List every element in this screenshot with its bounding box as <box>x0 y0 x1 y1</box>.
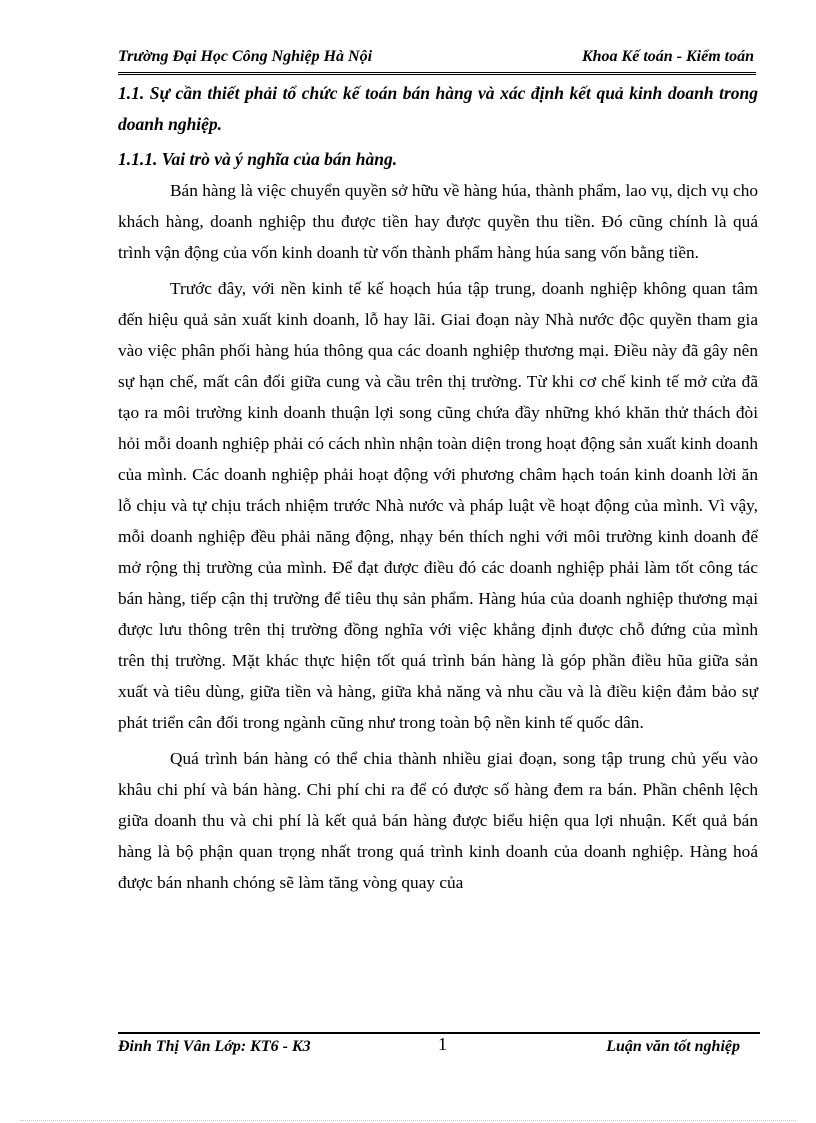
document-body <box>118 78 758 898</box>
page-footer <box>118 1032 760 1058</box>
page-number: 1 <box>438 1034 447 1054</box>
header-university: Trường Đại Học Công Nghiệp Hà Nội <box>118 48 373 65</box>
subsection-heading: 1.1.1. Vai trò và ý nghĩa của bán hàng. <box>118 149 398 169</box>
page-bottom-edge <box>20 1120 796 1121</box>
footer-author: Đinh Thị Vân Lớp: KT6 - K3 <box>118 1038 311 1055</box>
footer-document-type: Luận văn tốt nghiệp <box>606 1038 740 1055</box>
section-heading: 1.1. Sự cần thiết phải tổ chức kế toán bán hàng và xác định kết quả kinh doanh trong doanh nghiệp. <box>118 83 758 134</box>
paragraph-2: Trước đây, với nền kinh tế kế hoạch húa tập trung, doanh nghiệp không quan tâm đến hiệu quả sản xuất kinh doanh, lỗ hay lãi. Giai đoạn này Nhà nước độc quyền tham gia vào việc phân phối hàng húa thông qua các doanh nghiệp thương mại. Điều này đã gây nên sự hạn chế, mất cân đối giữa cung và cầu trên thị trường. Từ khi cơ chế kinh tế mở cửa đã tạo ra môi trường kinh doanh thuận lợi song cũng chứa đầy những khó khăn thử thách đòi hỏi mỗi doanh nghiệp phải có cách nhìn nhận toàn diện trong hoạt động sản xuất kinh doanh của mình. Các doanh nghiệp phải hoạt động với phương châm hạch toán kinh doanh lời ăn lỗ chịu và tự chịu trách nhiệm trước Nhà nước và pháp luật về hoạt động của mình. Vì vậy, mỗi doanh nghiệp đều phải năng động, nhạy bén thích nghi với môi trường kinh doanh để mở rộng thị trường của mình. Để đạt được điều đó các doanh nghiệp phải làm tốt công tác bán hàng, tiếp cận thị trường để tiêu thụ sản phẩm. Hàng húa của doanh nghiệp thương mại được lưu thông trên thị trường đồng nghĩa với việc khẳng định được chỗ đứng của mình trên thị trường. Mặt khác thực hiện tốt quá trình bán hàng là góp phần điều hũa giữa sản xuất và tiêu dùng, giữa tiền và hàng, giữa khả năng và nhu cầu và là điều kiện đảm bảo sự phát triển cân đối trong ngành cũng như trong toàn bộ nền kinh tế quốc dân. <box>118 279 758 732</box>
page-header <box>118 46 756 75</box>
header-faculty: Khoa Kế toán - Kiểm toán <box>581 48 754 65</box>
paragraph-1: Bán hàng là việc chuyển quyền sở hữu về hàng húa, thành phẩm, lao vụ, dịch vụ cho khách hàng, doanh nghiệp thu được tiền hay được quyền thu tiền. Đó cũng chính là quá trình vận động của vốn kinh doanh từ vốn thành phẩm hàng húa sang vốn bằng tiền. <box>118 181 758 262</box>
paragraph-3: Quá trình bán hàng có thể chia thành nhiều giai đoạn, song tập trung chủ yếu vào khâu chi phí và bán hàng. Chi phí chi ra để có được số hàng đem ra bán. Phần chênh lệch giữa doanh thu và chi phí là kết quả bán hàng được biểu hiện qua lợi nhuận. Kết quả bán hàng là bộ phận quan trọng nhất trong quá trình kinh doanh của doanh nghiệp. Hàng hoá được bán nhanh chóng sẽ làm tăng vòng quay của <box>118 749 758 892</box>
